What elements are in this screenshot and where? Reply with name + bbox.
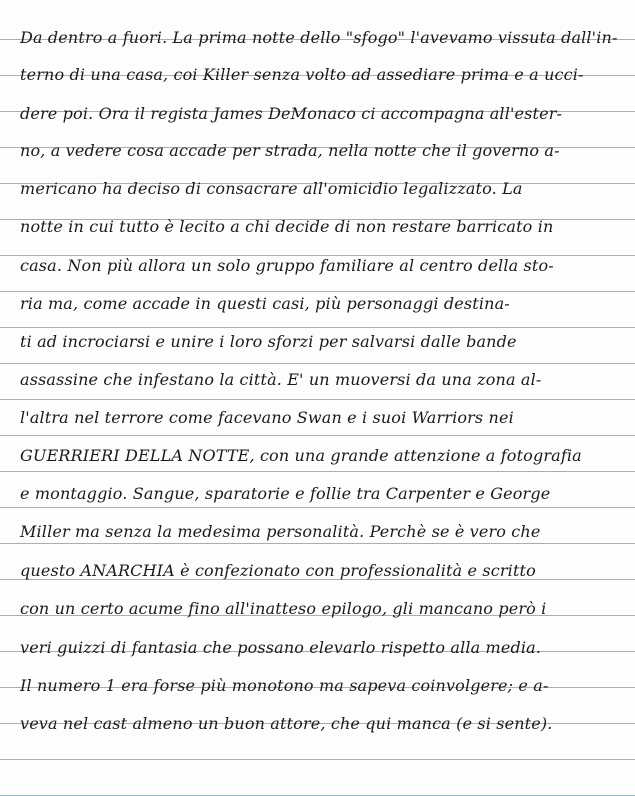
text-line: veva nel cast almeno un buon attore, che qui manca (e si sente). xyxy=(20,714,553,733)
text-line: con un certo acume fino all'inatteso epilogo, gli mancano però i xyxy=(20,599,547,618)
text-line: ti ad incrociarsi e unire i loro sforzi per salvarsi dalle bande xyxy=(20,332,517,351)
text-line: Da dentro a fuori. La prima notte dello "sfogo" l'avevamo vissuta dall'in- xyxy=(20,28,618,47)
text-line: no, a vedere cosa accade per strada, nella notte che il governo a- xyxy=(20,141,560,160)
text-line: assassine che infestano la città. E' un muoversi da una zona al- xyxy=(20,370,542,389)
text-line: l'altra nel terrore come facevano Swan e i suoi Warriors nei xyxy=(20,408,514,427)
text-line: ria ma, come accade in questi casi, più personaggi destina- xyxy=(20,294,510,313)
text-line: Il numero 1 era forse più monotono ma sapeva coinvolgere; e a- xyxy=(20,676,549,695)
text-line: questo ANARCHIA è confezionato con professionalità e scritto xyxy=(20,561,536,580)
text-line: veri guizzi di fantasia che possano elevarlo rispetto alla media. xyxy=(20,638,542,657)
text-line: GUERRIERI DELLA NOTTE, con una grande attenzione a fotografia xyxy=(20,446,582,465)
text-line: mericano ha deciso di consacrare all'omicidio legalizzato. La xyxy=(20,179,523,198)
text-line: dere poi. Ora il regista James DeMonaco ci accompagna all'ester- xyxy=(20,104,563,123)
text-line: e montaggio. Sangue, sparatorie e follie tra Carpenter e George xyxy=(20,484,551,503)
text-line: terno di una casa, coi Killer senza volto ad assediare prima e a ucci- xyxy=(20,65,584,84)
text-line: notte in cui tutto è lecito a chi decide di non restare barricato in xyxy=(20,217,554,236)
text-line: casa. Non più allora un solo gruppo familiare al centro della sto- xyxy=(20,256,554,275)
text-line: Miller ma senza la medesima personalità. Perchè se è vero che xyxy=(20,522,541,541)
